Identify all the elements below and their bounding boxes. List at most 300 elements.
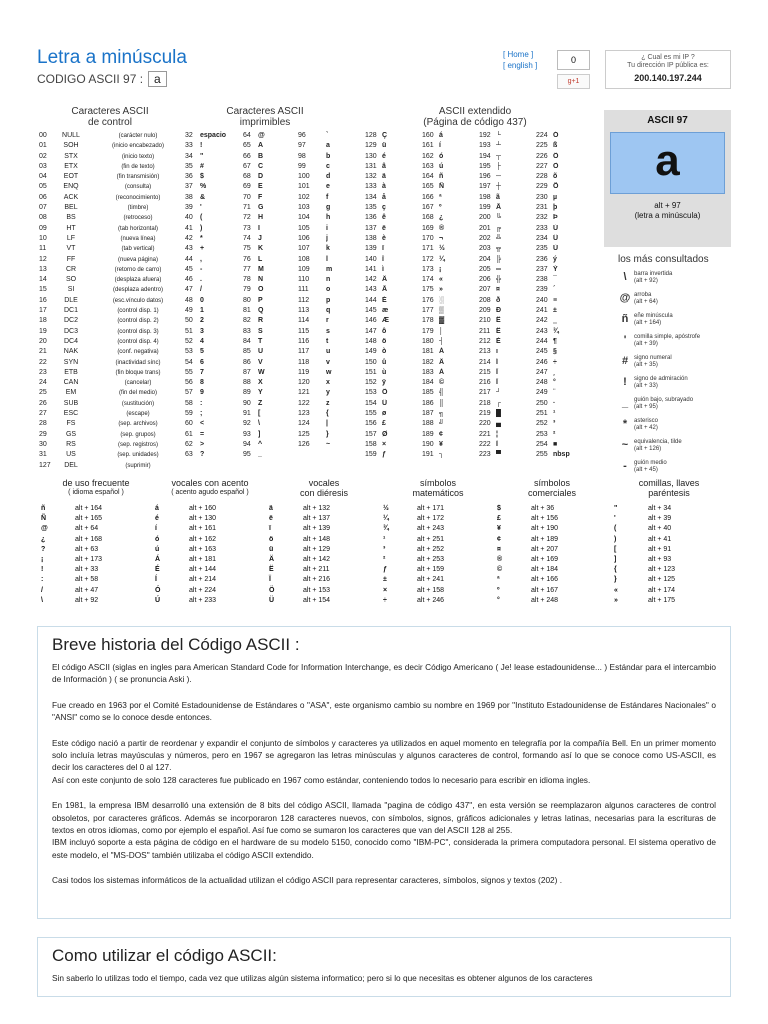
extended-table-cell: ì xyxy=(382,265,384,273)
printable-table-cell: B xyxy=(258,152,264,160)
extended-table-cell: Ï xyxy=(496,379,498,387)
extended-table-cell: 136 xyxy=(365,214,377,222)
category-row xyxy=(39,514,153,524)
consulted-item[interactable] xyxy=(618,355,709,376)
category-code: alt + 36 xyxy=(531,505,555,512)
printable-table-cell: ( xyxy=(200,214,203,222)
printable-table-cell: ` xyxy=(326,132,329,139)
control-table-cell: 19 xyxy=(39,327,47,335)
extended-table-cell: ╦ xyxy=(496,245,501,253)
printable-table-cell: 117 xyxy=(298,348,310,356)
printable-table-row xyxy=(185,275,365,285)
control-table-row xyxy=(39,213,189,223)
extended-table-cell: 249 xyxy=(536,389,548,397)
category-row xyxy=(612,586,726,596)
category-row xyxy=(267,545,381,555)
category-char: ë xyxy=(269,515,273,523)
extended-table-cell: 192 xyxy=(479,132,491,139)
printable-table-cell: 32 xyxy=(185,132,193,139)
control-table-cell: CAN xyxy=(63,379,79,387)
printable-header: Caracteres ASCII imprimibles xyxy=(226,106,304,128)
extended-table-cell: 237 xyxy=(536,265,548,273)
printable-table-cell: { xyxy=(326,410,329,418)
consulted-char: @ xyxy=(619,292,631,304)
control-table-cell: FS xyxy=(66,420,76,428)
extended-table-cell: · xyxy=(553,399,556,407)
extended-table-cell: 135 xyxy=(365,204,377,212)
extended-table-cell: 138 xyxy=(365,234,377,242)
category-row xyxy=(153,565,267,575)
extended-table-cell: 182 xyxy=(422,358,434,366)
extended-table-cell: 184 xyxy=(422,379,434,387)
subtitle-label: CODIGO ASCII 97 : xyxy=(37,72,144,86)
control-table-cell: LF xyxy=(66,234,76,242)
printable-table-cell: 77 xyxy=(243,265,251,273)
category-row xyxy=(267,535,381,545)
category-char: ä xyxy=(269,505,273,512)
category-row xyxy=(495,575,609,585)
consulted-item[interactable] xyxy=(618,439,709,460)
printable-table-cell: [ xyxy=(258,410,261,418)
extended-table-cell: Ð xyxy=(496,307,502,315)
control-table-cell: (sep. unidades) xyxy=(117,452,159,459)
extended-table-cell: 199 xyxy=(479,204,491,212)
category-row xyxy=(612,514,726,524)
printable-table-cell: espacio xyxy=(200,132,227,139)
extended-table-cell: ≡ xyxy=(553,296,558,304)
printable-table-cell: f xyxy=(326,193,329,201)
printable-table-cell: 3 xyxy=(200,327,204,335)
category-row xyxy=(495,514,609,524)
category-char: ® xyxy=(497,555,503,563)
printable-table-row xyxy=(185,172,365,182)
category-char: ö xyxy=(269,535,274,543)
extended-table-row xyxy=(365,141,600,151)
extended-table-cell: ┤ xyxy=(439,337,444,345)
control-table-row xyxy=(39,461,189,471)
printable-table-row xyxy=(185,316,365,326)
extended-table-cell: 131 xyxy=(365,162,377,170)
extended-table-cell: ú xyxy=(439,162,444,170)
printable-table-cell: 40 xyxy=(185,214,193,222)
control-table-cell: 127 xyxy=(39,461,51,469)
printable-table-row xyxy=(185,255,365,265)
printable-table-cell: U xyxy=(258,348,264,356)
category-code: alt + 248 xyxy=(531,596,559,604)
extended-table-cell: 228 xyxy=(536,173,548,181)
extended-table-row xyxy=(365,285,600,295)
consulted-desc xyxy=(632,334,700,347)
category-char: [ xyxy=(614,545,617,553)
control-table-cell: 21 xyxy=(39,348,47,356)
category-row xyxy=(381,586,495,596)
control-table-cell: SUB xyxy=(63,399,79,407)
printable-table-cell: 75 xyxy=(243,245,251,253)
control-table-row xyxy=(39,430,189,440)
category-code: alt + 214 xyxy=(189,576,217,584)
consulted-name: guión medio xyxy=(634,460,667,466)
printable-table-cell: + xyxy=(200,245,205,253)
extended-table-cell: 213 xyxy=(479,348,491,356)
extended-table-row xyxy=(365,358,600,368)
control-table-row xyxy=(39,316,189,326)
extended-header: ASCII extendido (Página de código 437) xyxy=(423,106,527,128)
control-table-row xyxy=(39,399,189,409)
printable-table-row xyxy=(185,224,365,234)
printable-table-cell: ) xyxy=(200,224,203,232)
extended-table-cell: 211 xyxy=(479,327,491,335)
category-char: ¤ xyxy=(497,545,501,553)
printable-table-cell: 108 xyxy=(298,255,310,263)
consulted-item[interactable] xyxy=(618,334,709,355)
extended-table-cell: 171 xyxy=(422,245,434,253)
extended-table-cell: ® xyxy=(439,224,445,232)
printable-table-cell: 4 xyxy=(200,337,204,345)
printable-table-cell: 121 xyxy=(298,389,310,397)
printable-table-row xyxy=(185,419,365,429)
extended-table-cell: à xyxy=(382,183,386,191)
extended-table-cell: 255 xyxy=(536,451,548,459)
extended-table-cell: 183 xyxy=(422,368,434,376)
control-table-cell: (suprimir) xyxy=(125,462,151,469)
category-row xyxy=(267,586,381,596)
extended-table-cell: ─ xyxy=(496,173,501,181)
extended-table-cell: Î xyxy=(496,368,498,376)
category-subtitle: matemáticos xyxy=(412,488,464,498)
category-char: ƒ xyxy=(383,566,387,574)
printable-table-cell: 46 xyxy=(185,276,193,284)
printable-table-cell: Y xyxy=(258,389,263,397)
category-code: alt + 159 xyxy=(417,566,445,574)
category-char: Á xyxy=(155,555,161,563)
control-table-cell: 31 xyxy=(39,451,47,459)
category-code: alt + 125 xyxy=(648,576,676,584)
consulted-name: asterisco xyxy=(634,418,659,424)
category-row xyxy=(39,504,153,514)
control-table-row xyxy=(39,255,189,265)
printable-table-cell: 85 xyxy=(243,348,251,356)
printable-table-cell: 100 xyxy=(298,173,310,181)
most-consulted-title: los más consultados xyxy=(618,254,709,265)
printable-table-row xyxy=(185,244,365,254)
extended-table-cell: 254 xyxy=(536,440,548,448)
extended-table-cell: 132 xyxy=(365,173,377,181)
extended-table-row xyxy=(365,337,600,347)
category-code: alt + 137 xyxy=(303,515,331,523)
consulted-name: barra invertida xyxy=(634,271,673,277)
extended-table-cell: 232 xyxy=(536,214,548,222)
category-row xyxy=(153,514,267,524)
extended-table-cell: µ xyxy=(553,193,558,201)
control-table-cell: (nueva línea) xyxy=(120,235,156,242)
category-code: alt + 64 xyxy=(75,525,99,533)
printable-table-cell: 96 xyxy=(298,132,306,139)
extended-table-cell: § xyxy=(553,348,557,356)
control-table-row xyxy=(39,388,189,398)
printable-table-cell: " xyxy=(200,152,204,160)
consulted-desc xyxy=(632,439,682,452)
control-table-cell: (desplaza adentro) xyxy=(112,287,164,294)
extended-table-row xyxy=(365,265,600,275)
control-table-cell: CR xyxy=(65,265,77,273)
printable-table-cell: 57 xyxy=(185,389,193,397)
printable-table-cell: 73 xyxy=(243,224,251,232)
control-table-cell: ESC xyxy=(63,410,79,418)
printable-table-cell: 125 xyxy=(298,430,310,438)
control-table-cell: 00 xyxy=(39,132,47,139)
extended-table-row xyxy=(365,388,600,398)
category-char: Ï xyxy=(269,576,271,584)
printable-table-cell: 2 xyxy=(200,317,204,325)
gplus-button[interactable]: g+1 xyxy=(557,74,590,89)
extended-table-cell: 187 xyxy=(422,410,434,418)
control-table-cell: 02 xyxy=(39,152,47,160)
control-table-cell: 26 xyxy=(39,399,47,407)
control-table-cell: 17 xyxy=(39,307,47,315)
extended-table-cell: Ã xyxy=(496,204,502,212)
category-code: alt + 181 xyxy=(189,555,217,563)
printable-table-cell: K xyxy=(258,245,264,253)
control-table-cell: (fin del medio) xyxy=(118,390,157,397)
extended-table-cell: ü xyxy=(382,142,387,150)
ip-box[interactable] xyxy=(605,50,731,89)
printable-table-cell: ! xyxy=(200,142,203,150)
usage-title: Como utilizar el código ASCII: xyxy=(52,946,277,965)
consulted-item[interactable] xyxy=(618,313,709,334)
printable-table-cell: 113 xyxy=(298,307,310,315)
printable-table-cell: n xyxy=(326,276,331,284)
control-table-cell: (timbre) xyxy=(127,205,149,212)
printable-table-cell: 87 xyxy=(243,368,251,376)
printable-table-cell: 64 xyxy=(243,132,251,139)
extended-table-cell: 172 xyxy=(422,255,434,263)
consulted-name: guión bajo, subrayado xyxy=(634,397,694,403)
extended-table-cell: 137 xyxy=(365,224,377,232)
printable-table-cell: 44 xyxy=(185,255,193,263)
category-char: ó xyxy=(155,535,160,543)
printable-table-cell: ] xyxy=(258,430,261,438)
consulted-char: ' xyxy=(623,334,627,346)
extended-table-cell: 191 xyxy=(422,451,434,459)
extended-table-cell: É xyxy=(382,296,387,304)
extended-table-cell: º xyxy=(439,204,442,212)
control-table-cell: (reconocimiento) xyxy=(115,194,161,201)
extended-table-cell: 154 xyxy=(365,399,377,407)
consulted-item[interactable] xyxy=(618,271,709,292)
extended-table-cell: 234 xyxy=(536,234,548,242)
printable-table-cell: 104 xyxy=(298,214,310,222)
extended-table-cell: Þ xyxy=(553,214,558,222)
consulted-item[interactable] xyxy=(618,397,709,418)
printable-table-cell: ? xyxy=(200,451,205,459)
extended-table-cell: 144 xyxy=(365,296,377,304)
printable-table-cell: 71 xyxy=(243,204,251,212)
printable-table-cell: y xyxy=(326,389,330,397)
control-table-row xyxy=(39,162,189,172)
category-row xyxy=(153,524,267,534)
category-row xyxy=(39,555,153,565)
extended-table-cell: û xyxy=(382,358,387,366)
category-row xyxy=(612,524,726,534)
control-table-cell: 24 xyxy=(39,379,47,387)
category-char: Ë xyxy=(269,566,274,574)
printable-table-cell: 115 xyxy=(298,327,310,335)
category-char: ° xyxy=(497,596,500,604)
printable-table-row xyxy=(185,409,365,419)
consulted-char: ñ xyxy=(621,313,629,325)
extended-table-cell: 149 xyxy=(365,348,377,356)
category-row xyxy=(267,524,381,534)
extended-table-row xyxy=(365,347,600,357)
consulted-code: (alt + 39) xyxy=(634,340,658,347)
extended-table-cell: À xyxy=(439,368,445,376)
control-table-row xyxy=(39,131,189,141)
extended-table-cell: 134 xyxy=(365,193,377,201)
extended-table-cell: ┘ xyxy=(496,389,501,397)
printable-table-row xyxy=(185,430,365,440)
extended-table-cell: 190 xyxy=(422,440,434,448)
control-table-cell: DC3 xyxy=(63,327,78,335)
category-title: comillas, llaves xyxy=(638,478,700,488)
control-table-cell: (sep. archivos) xyxy=(118,421,158,428)
category-subtitle: con diéresis xyxy=(299,488,349,498)
category-row xyxy=(39,535,153,545)
category-char: ! xyxy=(41,566,44,574)
extended-table-cell: Ý xyxy=(553,265,558,273)
consulted-desc xyxy=(632,376,688,389)
extended-table-cell: 146 xyxy=(365,317,377,325)
consulted-item[interactable] xyxy=(618,376,709,397)
consulted-name: eñe minúscula xyxy=(634,313,673,319)
category-row xyxy=(612,596,726,606)
category-title: símbolos xyxy=(419,478,456,488)
extended-table-cell: ▓ xyxy=(439,317,445,325)
printable-table-cell: 92 xyxy=(243,420,251,428)
category-code: alt + 175 xyxy=(648,596,676,604)
consulted-name: signo numeral xyxy=(634,355,672,361)
extended-table-cell: ¹ xyxy=(553,410,556,418)
control-table-row xyxy=(39,203,189,213)
consulted-name: signo de admiración xyxy=(634,376,688,382)
category-code: alt + 251 xyxy=(417,535,445,543)
control-table-cell: EOT xyxy=(63,173,79,181)
extended-table-cell: ▄ xyxy=(496,420,501,428)
printable-table-cell: $ xyxy=(200,173,204,181)
control-table-cell: 07 xyxy=(39,204,47,212)
history-p3: Este código nació a partir de reordenar y expandir el conjunto de símbolos y caracteres ya utilizados en aquel momento en telegrafía por la compañía Bell. En un primer momento solo incluía letras mayúsculas y números, pero en 1967 se agregaron las letras minúsculas y algunos caracteres de control, formando así lo que se conoce como US-ASCII, es decir los caracteres del 0 al 127. xyxy=(52,737,716,773)
category-char: Í xyxy=(155,576,157,584)
category-char: ¿ xyxy=(41,535,46,543)
printable-table-cell: 116 xyxy=(298,337,310,345)
printable-table-cell: 65 xyxy=(243,142,251,150)
category-row xyxy=(381,596,495,606)
consulted-char: # xyxy=(621,355,629,367)
extended-table-cell: 250 xyxy=(536,399,548,407)
control-table-cell: 22 xyxy=(39,358,47,366)
extended-table-cell: 251 xyxy=(536,410,548,418)
control-table-row xyxy=(39,419,189,429)
printable-table-cell: l xyxy=(326,255,328,263)
category-char: Ö xyxy=(269,586,275,594)
category-row xyxy=(153,575,267,585)
category-char: Ñ xyxy=(41,515,47,523)
home-link[interactable]: [ Home ] xyxy=(503,50,534,59)
printable-table-row xyxy=(185,399,365,409)
category-char: ' xyxy=(614,515,616,523)
extended-table-cell: 218 xyxy=(479,399,491,407)
extended-table-cell: 236 xyxy=(536,255,548,263)
consulted-item[interactable] xyxy=(618,418,709,439)
extended-table-cell: 207 xyxy=(479,286,491,294)
extended-table-cell: ╝ xyxy=(439,420,444,428)
category-char: { xyxy=(614,566,617,574)
category-code: alt + 190 xyxy=(531,525,559,533)
extended-table-cell: æ xyxy=(382,307,389,315)
extended-table-cell: ß xyxy=(553,142,558,150)
category-subtitle: ( idioma español ) xyxy=(68,489,124,496)
category-column xyxy=(39,478,153,606)
printable-table-cell: 9 xyxy=(200,389,204,397)
printable-table-cell: 105 xyxy=(298,224,310,232)
printable-table-cell: 7 xyxy=(200,368,204,376)
extended-table-cell: 242 xyxy=(536,317,548,325)
category-code: alt + 207 xyxy=(531,545,559,553)
extended-table-cell: ÷ xyxy=(553,358,557,366)
consulted-char: ! xyxy=(623,376,627,388)
control-table-cell: 16 xyxy=(39,296,47,304)
printable-table-cell: . xyxy=(200,276,202,284)
extended-table-cell: 215 xyxy=(479,368,491,376)
printable-table-cell: 90 xyxy=(243,399,251,407)
printable-table-cell: 102 xyxy=(298,193,310,201)
category-code: alt + 216 xyxy=(303,576,331,584)
extended-table-cell: 175 xyxy=(422,286,434,294)
category-row xyxy=(381,535,495,545)
english-link[interactable]: [ english ] xyxy=(503,61,538,70)
printable-table-cell: 35 xyxy=(185,162,193,170)
category-code: alt + 47 xyxy=(75,586,99,594)
printable-table-cell: 5 xyxy=(200,348,204,356)
printable-table-cell: 94 xyxy=(243,440,251,448)
category-row xyxy=(612,535,726,545)
extended-table-cell: 167 xyxy=(422,204,434,212)
category-char: Ú xyxy=(155,596,161,604)
category-row xyxy=(495,535,609,545)
category-code: alt + 156 xyxy=(531,515,559,523)
printable-table-cell: ' xyxy=(200,204,202,212)
printable-table-cell: 47 xyxy=(185,286,193,294)
printable-table-cell: 54 xyxy=(185,358,193,366)
category-code: alt + 166 xyxy=(531,576,559,584)
extended-table-cell: ç xyxy=(382,204,386,212)
consulted-item[interactable] xyxy=(618,292,709,313)
history-title: Breve historia del Código ASCII : xyxy=(52,635,300,654)
category-row xyxy=(153,586,267,596)
category-char: ª xyxy=(497,576,500,584)
control-table-cell: 29 xyxy=(39,430,47,438)
category-row xyxy=(612,545,726,555)
extended-table-cell: 163 xyxy=(422,162,434,170)
printable-table-row xyxy=(185,193,365,203)
category-code: alt + 168 xyxy=(75,535,103,543)
printable-table-cell: 63 xyxy=(185,451,193,459)
extended-table-cell: 235 xyxy=(536,245,548,253)
extended-table-row xyxy=(365,213,600,223)
control-table-cell: 13 xyxy=(39,265,47,273)
extended-table-row xyxy=(365,440,600,450)
category-row xyxy=(267,504,381,514)
extended-table-cell: ┬ xyxy=(496,152,501,160)
